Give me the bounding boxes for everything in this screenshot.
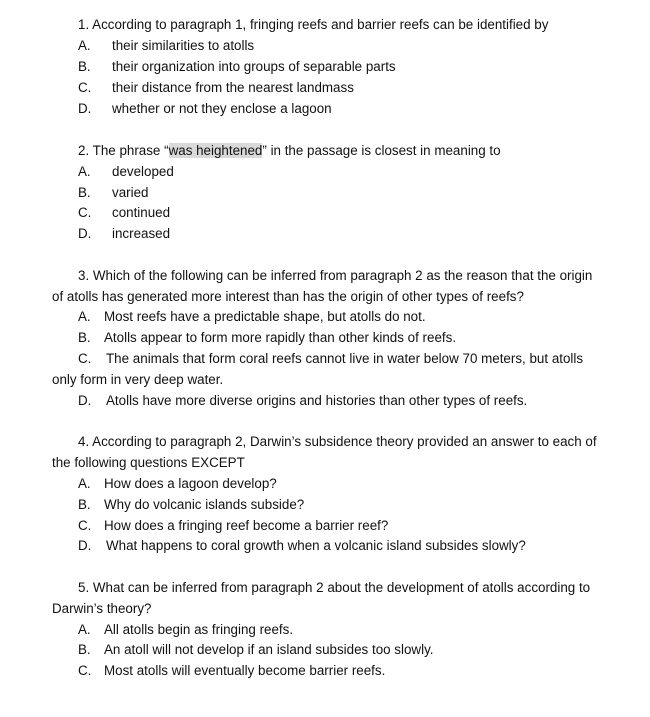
- question-4-stem-line-2: the following questions EXCEPT: [52, 455, 245, 470]
- option-text: whether or not they enclose a lagoon: [112, 101, 332, 116]
- option-letter: D.: [78, 538, 92, 553]
- option-text: Atolls appear to form more rapidly than other kinds of reefs.: [104, 330, 457, 345]
- option-letter: B.: [78, 642, 91, 657]
- option-text: How does a fringing reef become a barrier reef?: [104, 518, 389, 533]
- option-letter: A.: [78, 164, 91, 179]
- option-letter: A.: [78, 622, 91, 637]
- question-5-stem-line-2: Darwin’s theory?: [52, 601, 152, 616]
- option-text: their similarities to atolls: [112, 38, 255, 53]
- option-letter: B.: [78, 330, 91, 345]
- question-1-stem: 1. According to paragraph 1, fringing reefs and barrier reefs can be identified by: [78, 17, 549, 32]
- option-text: An atoll will not develop if an island subsides too slowly.: [104, 642, 434, 657]
- option-text: developed: [112, 164, 174, 179]
- question-3-stem-line-2: of atolls has generated more interest than has the origin of other types of reefs?: [52, 289, 524, 304]
- option-text: How does a lagoon develop?: [104, 476, 277, 491]
- option-text: varied: [112, 185, 149, 200]
- option-letter: D.: [78, 101, 92, 116]
- option-letter: C.: [78, 80, 92, 95]
- option-letter: B.: [78, 497, 91, 512]
- option-letter: A.: [78, 476, 91, 491]
- option-letter: B.: [78, 59, 91, 74]
- option-text: All atolls begin as fringing reefs.: [104, 622, 294, 637]
- question-3-stem-line-1: 3. Which of the following can be inferred from paragraph 2 as the reason that the origin: [78, 268, 593, 283]
- question-4-stem-line-1: 4. According to paragraph 2, Darwin’s subsidence theory provided an answer to each of: [78, 434, 597, 449]
- option-text: Most reefs have a predictable shape, but atolls do not.: [104, 309, 426, 324]
- option-text: Why do volcanic islands subside?: [104, 497, 305, 512]
- highlighted-phrase: was heightened: [168, 143, 263, 158]
- option-text: Most atolls will eventually become barrier reefs.: [104, 663, 386, 678]
- option-text: increased: [112, 226, 171, 241]
- option-text: their distance from the nearest landmass: [112, 80, 354, 95]
- option-text: Atolls have more diverse origins and histories than other types of reefs.: [106, 393, 528, 408]
- question-5-stem-line-1: 5. What can be inferred from paragraph 2 about the development of atolls according to: [78, 580, 591, 595]
- option-letter: A.: [78, 38, 91, 53]
- option-letter: D.: [78, 226, 92, 241]
- question-3-option-c-continued: only form in very deep water.: [52, 372, 224, 387]
- option-letter: C.: [78, 663, 92, 678]
- stem-suffix: ” in the passage is closest in meaning to: [262, 143, 501, 158]
- option-letter: A.: [78, 309, 91, 324]
- stem-prefix: 2. The phrase “: [78, 143, 169, 158]
- option-text: continued: [112, 205, 171, 220]
- option-letter: B.: [78, 185, 91, 200]
- option-text: their organization into groups of separable parts: [112, 59, 396, 74]
- option-text: The animals that form coral reefs cannot live in water below 70 meters, but atolls: [106, 351, 584, 366]
- option-letter: D.: [78, 393, 92, 408]
- option-text: What happens to coral growth when a volcanic island subsides slowly?: [106, 538, 526, 553]
- question-2-stem: [78, 142, 501, 160]
- option-letter: C.: [78, 205, 92, 220]
- option-letter: C.: [78, 518, 92, 533]
- option-letter: C.: [78, 351, 92, 366]
